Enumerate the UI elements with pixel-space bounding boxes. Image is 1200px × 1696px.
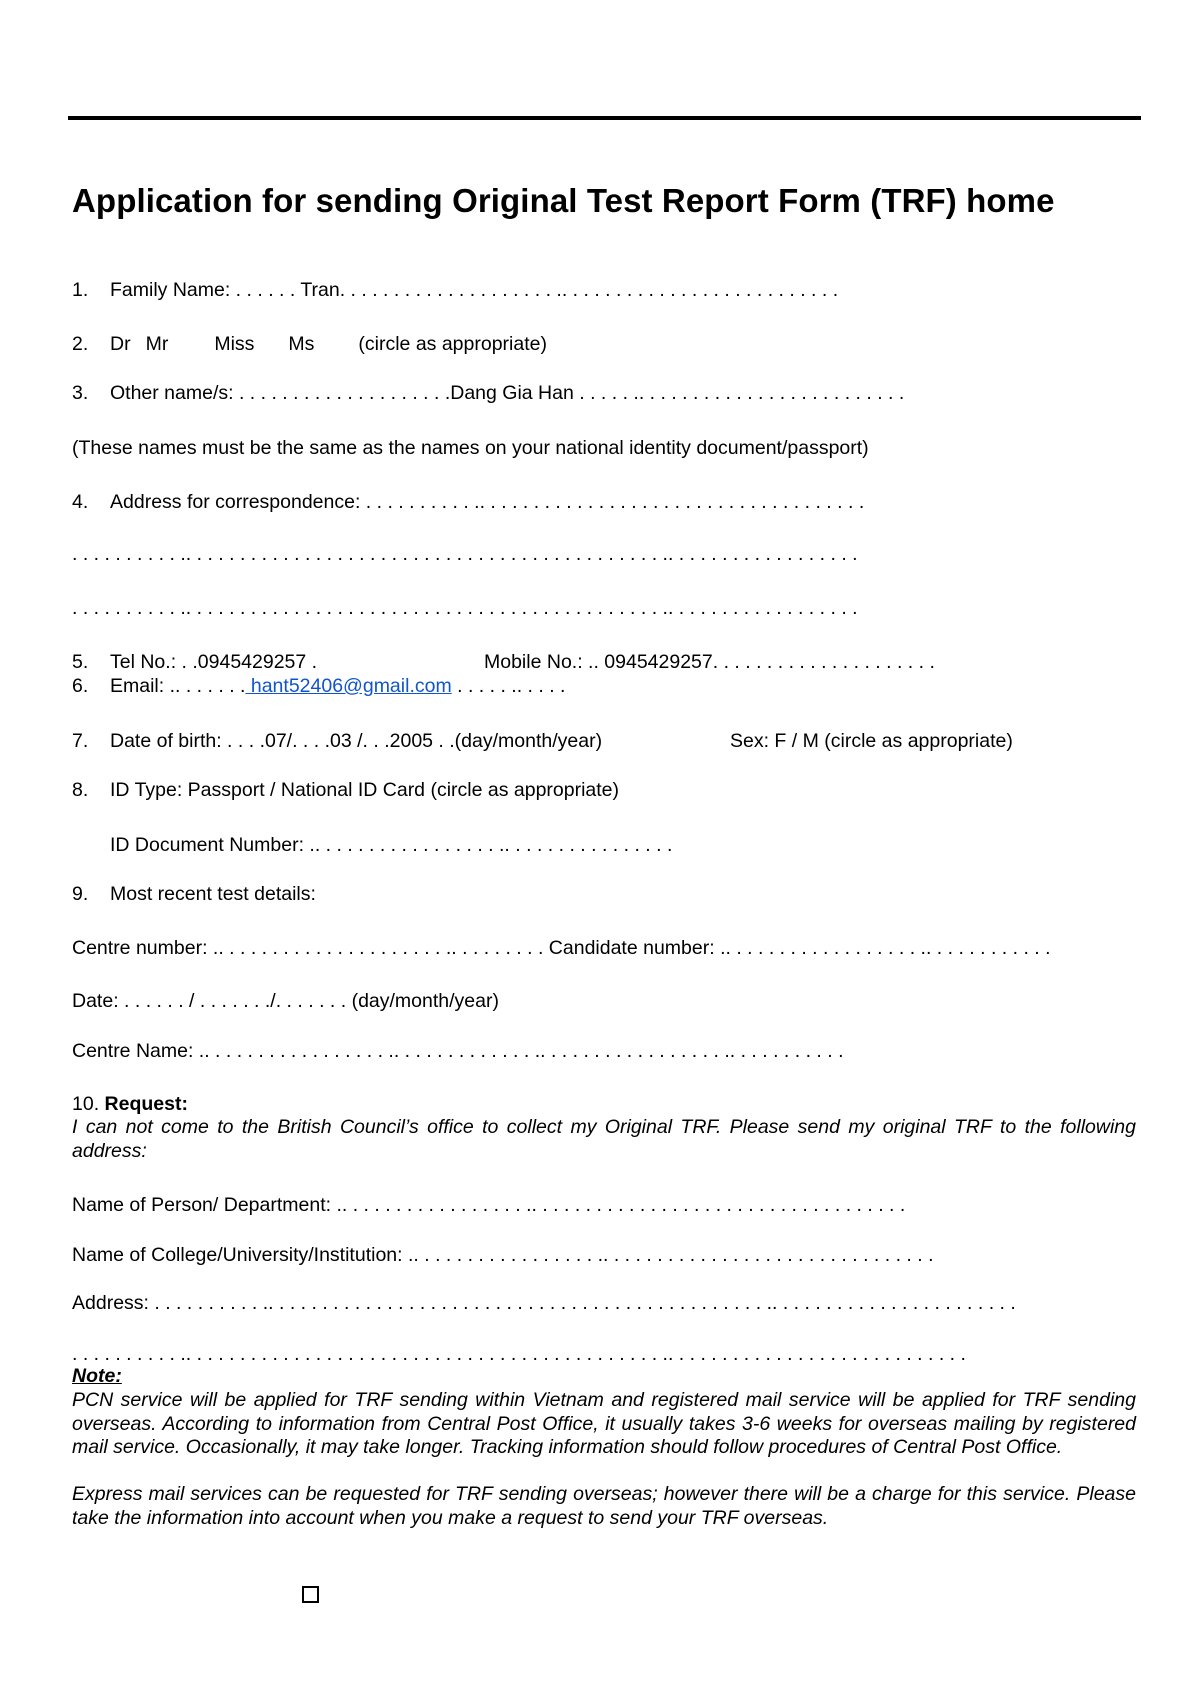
- item-number: 2.: [72, 333, 89, 355]
- item-number: 8.: [72, 779, 89, 801]
- family-name-field[interactable]: Family Name: . . . . . . Tran. . . . . . . . . . . . . . . . . . . . .. . . . . . . . . . . . . . . . . . . . . . . . . .: [110, 279, 839, 301]
- dob-field[interactable]: Date of birth: . . . .07/. . . .03 /. . .2005 . .(day/month/year): [110, 730, 603, 752]
- send-address-field[interactable]: Address: . . . . . . . . . . .. . . . . . . . . . . . . . . . . . . . . . . . . . . . . . . . . . . . . . . . . . . . . . .. . . . . . . . . . . . . . . . . . . . . . .: [72, 1292, 1016, 1314]
- email-label: Email: .. . . . . . .: [110, 675, 246, 697]
- address-field[interactable]: Address for correspondence: . . . . . . . . . . .. . . . . . . . . . . . . . . . . . . . . . . . . . . . . . . . . . . .: [110, 491, 865, 513]
- request-label: Request:: [104, 1093, 188, 1115]
- item-number: 3.: [72, 382, 89, 404]
- id-type-field[interactable]: ID Type: Passport / National ID Card (circle as appropriate): [110, 779, 620, 801]
- id-type-line: [72, 778, 619, 802]
- item-number: 1.: [72, 279, 89, 301]
- send-address-field-line-2[interactable]: . . . . . . . . . . .. . . . . . . . . . . . . . . . . . . . . . . . . . . . . . . . . . . . . . . . . . . . .. . . . . . . . . . . . . . . . . . . . . . . . . . . .: [72, 1343, 966, 1365]
- item-number: 10.: [72, 1093, 100, 1115]
- checkbox[interactable]: [302, 1586, 319, 1603]
- email-line: [72, 674, 565, 698]
- note-text-2: Express mail services can be requested for TRF sending overseas; however there will be a charge for this service. Please take the information into account when you make a request to send your TRF overseas.: [72, 1483, 1136, 1529]
- item-number: 7.: [72, 730, 89, 752]
- mobile-field[interactable]: Mobile No.: .. 0945429257. . . . . . . . . . . . . . . . . . . . .: [484, 651, 935, 673]
- sex-field[interactable]: Sex: F / M (circle as appropriate): [730, 730, 1013, 752]
- id-number-field[interactable]: ID Document Number: .. . . . . . . . . . . . . . . . . .. . . . . . . . . . . . . . . .: [110, 834, 673, 856]
- recent-test-label: Most recent test details:: [110, 883, 316, 905]
- title-option-dr[interactable]: Dr: [110, 333, 131, 355]
- test-date-field[interactable]: Date: . . . . . . / . . . . . . ./. . . . . . . (day/month/year): [72, 990, 499, 1012]
- email-link[interactable]: hant52406@gmail.com: [245, 675, 452, 697]
- tel-field[interactable]: Tel No.: . .0945429257 .: [110, 651, 318, 673]
- item-number: 9.: [72, 883, 89, 905]
- page-title: Application for sending Original Test Report Form (TRF) home: [72, 182, 1055, 219]
- centre-name-field[interactable]: Centre Name: .. . . . . . . . . . . . . . . . . .. . . . . . . . . . . . . .. . . . . . . . . . . . . . . . . .. . . . . . . . . . .: [72, 1040, 844, 1062]
- request-heading: [72, 1092, 188, 1116]
- title-option-miss[interactable]: Miss: [214, 333, 255, 355]
- item-number: 5.: [72, 651, 89, 673]
- note-label: Note:: [72, 1365, 122, 1387]
- phone-line: [72, 650, 935, 674]
- title-instruction: (circle as appropriate): [358, 333, 547, 355]
- names-note: (These names must be the same as the names on your national identity document/passport): [72, 437, 869, 459]
- recent-test-line: [72, 882, 316, 906]
- dob-line: [72, 729, 1013, 753]
- address-line: [72, 490, 864, 514]
- title-option-mr[interactable]: Mr: [145, 333, 169, 355]
- title-line: [72, 332, 547, 356]
- note-text-1: PCN service will be applied for TRF sending within Vietnam and registered mail service will be applied for TRF sending overseas. According to information from Central Post Office, it usually takes 3-6 weeks for overseas mailing by registered mail service. Occasionally, it may take longer. Tracking information should follow procedures of Central Post Office.: [72, 1389, 1136, 1458]
- family-name-line: [72, 278, 838, 302]
- top-rule: [68, 116, 1141, 120]
- college-field[interactable]: Name of College/University/Institution: .. . . . . . . . . . . . . . . . . .. . . . . . . . . . . . . . . . . . . . . . . . . . . . . . .: [72, 1244, 934, 1266]
- address-field-line-3[interactable]: . . . . . . . . . . .. . . . . . . . . . . . . . . . . . . . . . . . . . . . . . . . . . . . . . . . . . . . .. . . . . . . . . . . . . . . . . .: [72, 597, 858, 619]
- title-option-ms[interactable]: Ms: [288, 333, 315, 355]
- request-text: I can not come to the British Council’s office to collect my Original TRF. Please send my original TRF to the following address:: [72, 1116, 1136, 1162]
- other-names-field[interactable]: Other name/s: . . . . . . . . . . . . . . . . . . . .Dang Gia Han . . . . . .. . . . . . . . . . . . . . . . . . . . . . . . .: [110, 382, 905, 404]
- item-number: 4.: [72, 491, 89, 513]
- other-names-line: [72, 381, 904, 405]
- item-number: 6.: [72, 675, 89, 697]
- person-department-field[interactable]: Name of Person/ Department: .. . . . . . . . . . . . . . . . . .. . . . . . . . . . . . . . . . . . . . . . . . . . . . . . . . . . .: [72, 1194, 906, 1216]
- address-field-line-2[interactable]: . . . . . . . . . . .. . . . . . . . . . . . . . . . . . . . . . . . . . . . . . . . . . . . . . . . . . . . .. . . . . . . . . . . . . . . . . .: [72, 543, 858, 565]
- centre-candidate-field[interactable]: Centre number: .. . . . . . . . . . . . . . . . . . . . . .. . . . . . . . . Candidate number: .. . . . . . . . . . . . . . . . . . .. . . . . . . . . . . .: [72, 937, 1051, 959]
- email-trail: . . . . . .. . . . .: [451, 675, 566, 697]
